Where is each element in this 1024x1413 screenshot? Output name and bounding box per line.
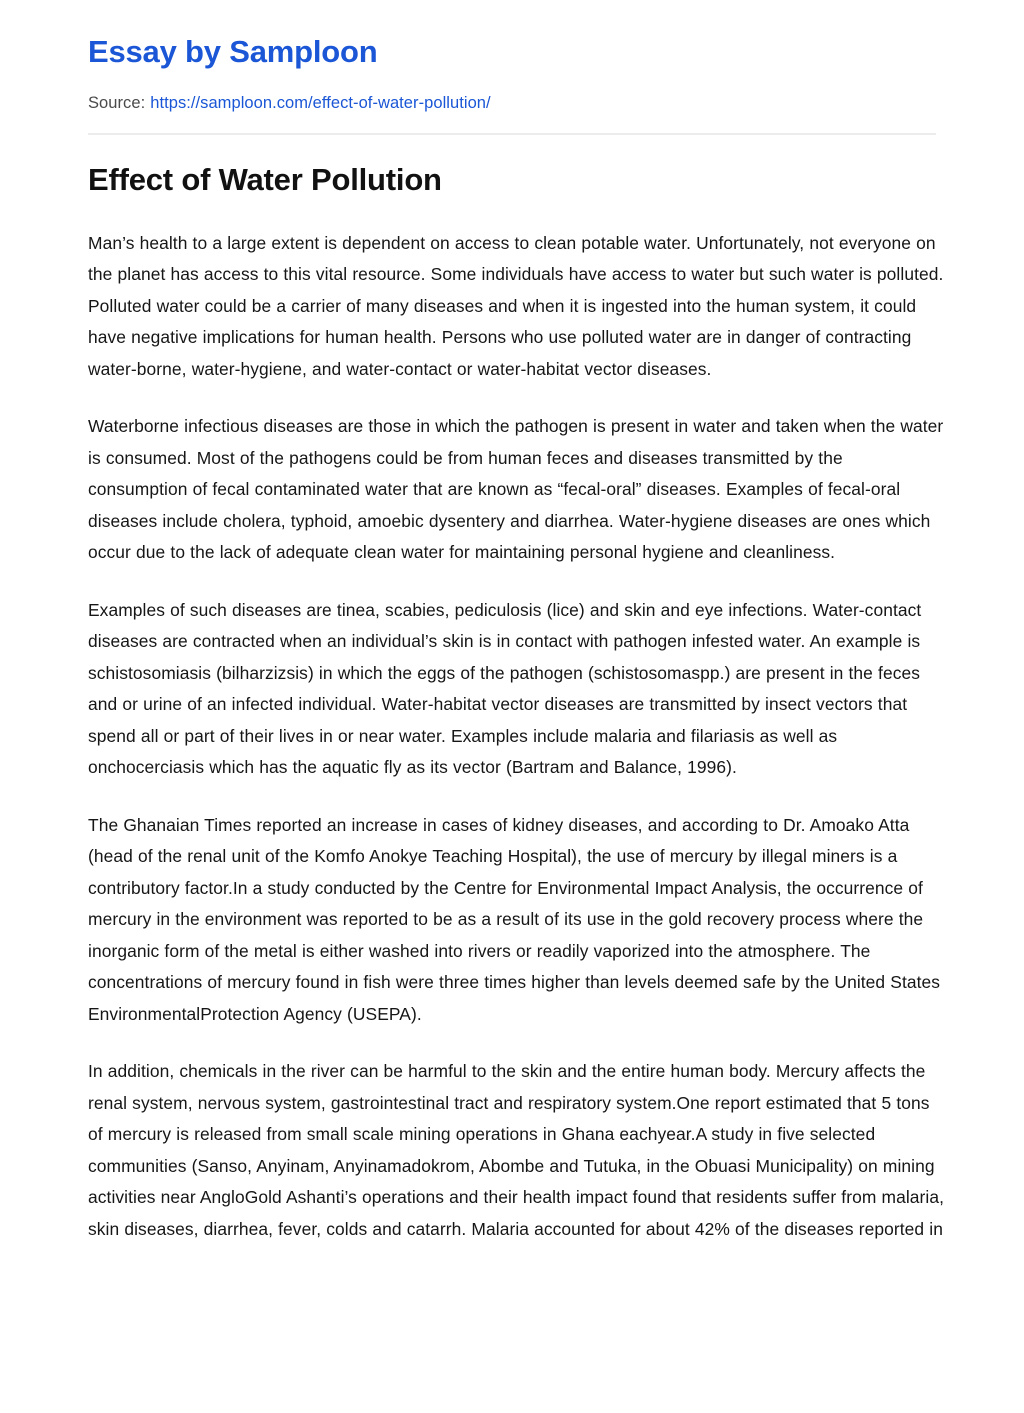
paragraph: Examples of such diseases are tinea, scabies, pediculosis (lice) and skin and eye infections. Water-contact diseases are contracted when an individual’s skin is in contact with pathogen infested water. An example is schistosomiasis (bilharzizsis) in which the eggs of the pathogen (schistosomaspp.) are present in the feces and or urine of an infected individual. Water-habitat vector diseases are transmitted by insect vectors that spend all or part of their lives in or near water. Examples include malaria and filariasis as well as onchocerciasis which has the aquatic fly as its vector (Bartram and Balance, 1996). xyxy=(88,599,922,778)
source-url-link[interactable]: https://samploon.com/effect-of-water-pollution/ xyxy=(150,93,491,112)
source-line xyxy=(88,92,936,115)
brand-title: Essay by Samploon xyxy=(88,34,378,69)
source-label: Source: xyxy=(88,93,146,112)
article-body xyxy=(0,198,1024,1246)
paragraph: In addition, chemicals in the river can be harmful to the skin and the entire human body. Mercury affects the renal system, nervous system, gastrointestinal tract and respiratory system.One report estimated that 5 tons of mercury is released from small scale mining operations in Ghana eachyear.A study in five selected communities (Sanso, Anyinam, Anyinamadokrom, Abombe and Tutuka, in the Obuasi Municipality) on mining activities near AngloGold Ashanti’s operations and their health impact found that residents suffer from malaria, skin diseases, diarrhea, fever, colds and catarrh. Malaria accounted for about 42% of the diseases reported in xyxy=(88,1061,945,1239)
paragraph: Waterborne infectious diseases are those in which the pathogen is present in water and taken when the water is consumed. Most of the pathogens could be from human feces and diseases transmitted by the consumption of fecal contaminated water that are known as “fecal-oral” diseases. Examples of fecal-oral diseases include cholera, typhoid, amoebic dysentery and diarrhea. Water-hygiene diseases are ones which occur due to the lack of adequate clean water for maintaining personal hygiene and cleanliness. xyxy=(88,416,944,563)
page-masthead xyxy=(0,0,1024,115)
paragraph: Man’s health to a large extent is dependent on access to clean potable water. Unfortunately, not everyone on the planet has access to this vital resource. Some individuals have access to water but such water is polluted. Polluted water could be a carrier of many diseases and when it is ingested into the human system, it could have negative implications for human health. Persons who use polluted water are in danger of contracting water-borne, water-hygiene, and water-contact or water-habitat vector diseases. xyxy=(88,232,944,379)
paragraph: The Ghanaian Times reported an increase in cases of kidney diseases, and according to Dr. Amoako Atta (head of the renal unit of the Komfo Anokye Teaching Hospital), the use of mercury by illegal miners is a contributory factor.In a study conducted by the Centre for Environmental Impact Analysis, the occurrence of mercury in the environment was reported to be as a result of its use in the gold recovery process where the inorganic form of the metal is either washed into rivers or readily vaporized into the atmosphere. The concentrations of mercury found in fish were three times higher than levels deemed safe by the United States EnvironmentalProtection Agency (USEPA). xyxy=(88,814,941,1024)
page-title: Effect of Water Pollution xyxy=(88,161,442,197)
